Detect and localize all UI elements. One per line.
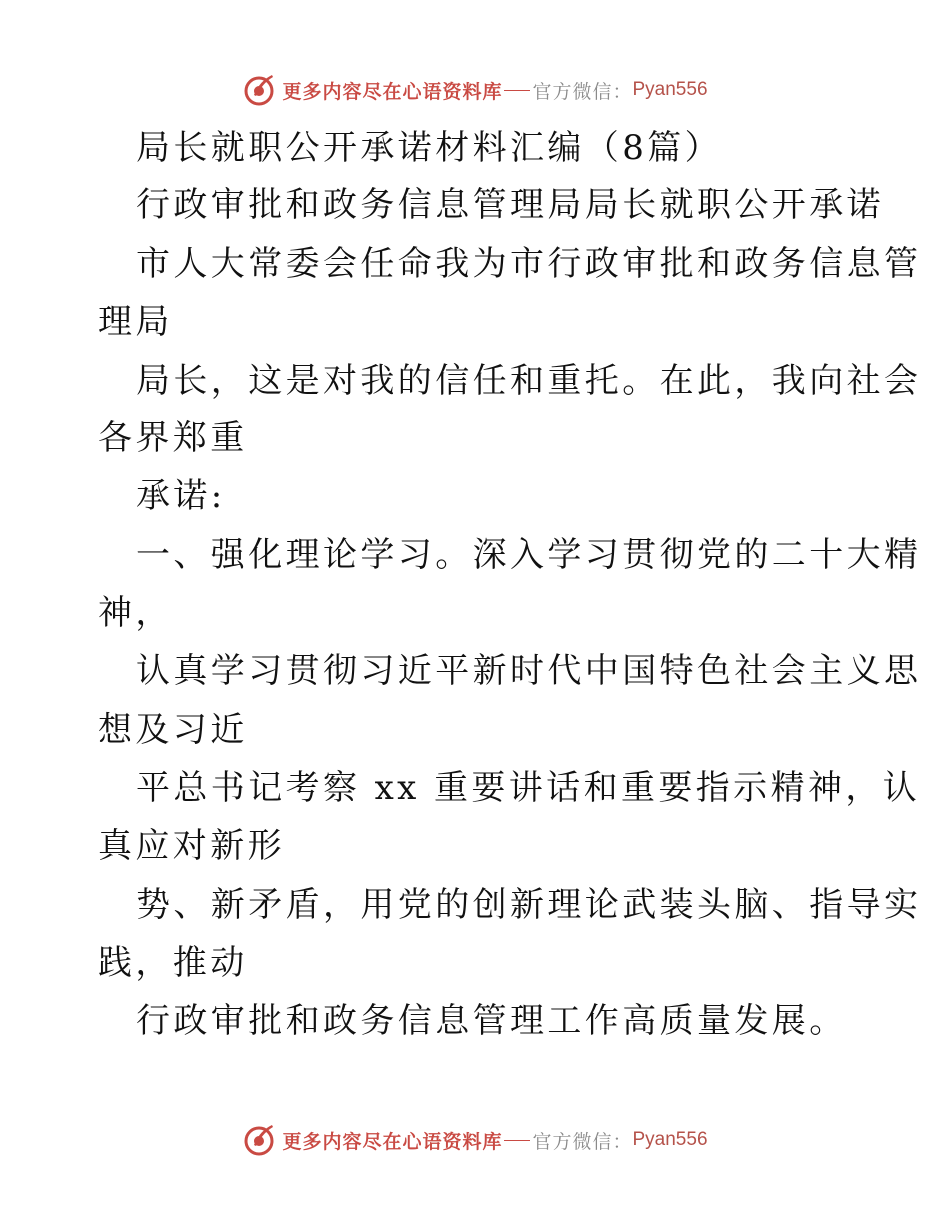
footer-banner <box>0 1120 950 1160</box>
doc-line: 真应对新形 <box>98 826 285 866</box>
banner-dash <box>504 90 530 91</box>
banner-suffix: 官方微信： <box>532 1130 633 1153</box>
banner-wechat-id: Pyan556 <box>632 1129 708 1150</box>
doc-line: 神， <box>98 593 173 633</box>
doc-line: 践，推动 <box>98 943 248 983</box>
doc-title: 局长就职公开承诺材料汇编（8篇） <box>136 128 723 168</box>
quill-logo-icon <box>242 73 276 107</box>
doc-subtitle: 行政审批和政务信息管理局局长就职公开承诺 <box>136 185 884 225</box>
doc-line: 各界郑重 <box>98 418 248 458</box>
header-banner <box>0 70 950 110</box>
banner-dash <box>504 1140 530 1141</box>
doc-line: 行政审批和政务信息管理工作高质量发展。 <box>136 1001 847 1041</box>
doc-line: 认真学习贯彻习近平新时代中国特色社会主义思 <box>136 651 922 691</box>
doc-line: 想及习近 <box>98 710 248 750</box>
doc-line: 局长，这是对我的信任和重托。在此，我向社会 <box>136 361 922 401</box>
doc-line: 市人大常委会任命我为市行政审批和政务信息管 <box>136 244 922 284</box>
banner-text: 更多内容尽在心语资料库 <box>282 1130 503 1153</box>
doc-line: 承诺: <box>136 476 226 516</box>
banner-suffix: 官方微信： <box>532 80 633 103</box>
doc-line: 势、新矛盾，用党的创新理论武装头脑、指导实 <box>136 885 922 925</box>
banner-text: 更多内容尽在心语资料库 <box>282 80 503 103</box>
banner-wechat-id: Pyan556 <box>632 79 708 100</box>
doc-line: 一、强化理论学习。深入学习贯彻党的二十大精 <box>136 535 922 575</box>
doc-line: 平总书记考察 xx 重要讲话和重要指示精神，认 <box>136 768 921 808</box>
doc-line: 理局 <box>98 302 173 342</box>
quill-logo-icon <box>242 1123 276 1157</box>
